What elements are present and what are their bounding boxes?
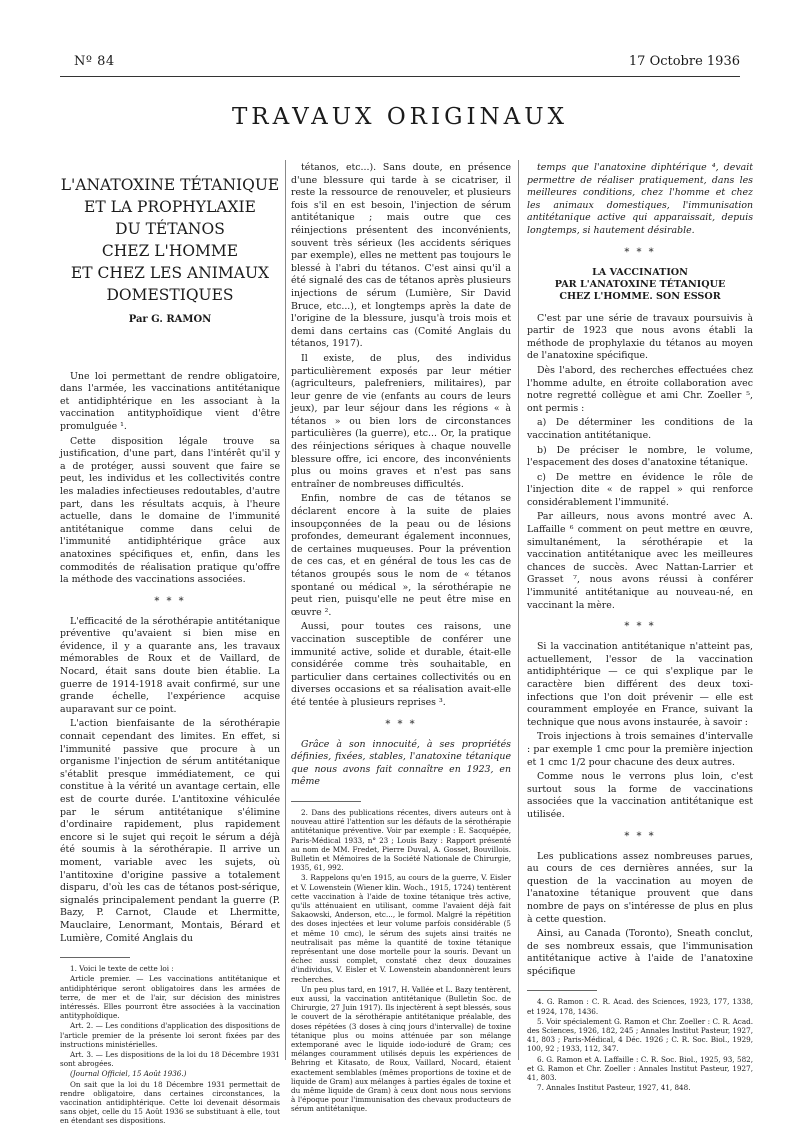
subheading-line: CHEZ L'HOMME. SON ESSOR xyxy=(559,290,721,302)
byline: Par G. RAMON xyxy=(128,314,212,325)
paragraph: Par ailleurs, nous avons montré avec A. Laffaille ⁶ comment on peut mettre en œuvre, simultanément, la sérothérapie et la vaccination antitétanique avec les meilleures chances de succès. Avec Nattan-Larrier et Grasset ⁷, nous avons réussi à conférer l'immunité antitétanique au nouveau-né, en vaccinant la mère. xyxy=(527,511,753,611)
footnote: 3. Rappelons qu'en 1915, au cours de la guerre, V. Eisler et V. Lowenstein (Wiener klin. Woch., 1915, 1724) tentèrent cette vaccination à l'aide de toxine tétanique très active, qu'ils atténuaient en utilisant, comme l'avaient déjà fait Sakaowski, Anderson, etc..., le formol. Malgré la répétition des doses injectées et leur volume parfois considérable (5 et même 10 cmc), le sérum des sujets ainsi traités ne neutralisait pas même la quantité de toxine tétanique représentant une dose mortelle pour la souris. Devant un échec aussi complet, constaté chez deux douzaines d'individus, V. Eisler et V. Lowenstein abandonnèrent leurs recherches. xyxy=(291,873,511,984)
footnote: On sait que la loi du 18 Décembre 1931 permettait de rendre obligatoire, dans certaines circonstances, la vaccination antidiphtérique. Cette loi devenait désormais sans objet, celle du 15 Août 1936 se substituant à elle, tout en étendant ses dispositions. xyxy=(60,1079,280,1126)
paragraph: C'est par une série de travaux poursuivis à partir de 1923 que nous avons établi la méthode de prophylaxie du tétanos au moyen de l'anatoxine spécifique. xyxy=(527,312,753,362)
paragraph: L'efficacité de la sérothérapie antitétanique préventive qu'avaient si bien mise en évidence, il y a quarante ans, les travaux mémorables de Roux et de Vaillard, de Nocard, était sans doute bien établie. La guerre de 1914-1918 avait confirmé, sur une grande échelle, l'expérience acquise auparavant sur ce point. xyxy=(60,615,280,715)
title-line: ET CHEZ LES ANIMAUX xyxy=(70,264,270,282)
footnote-rule xyxy=(527,990,597,991)
footnotes xyxy=(527,997,753,1092)
footnote: Art. 3. — Les dispositions de la loi du 18 Décembre 1931 sont abrogées. xyxy=(60,1049,280,1069)
footnote: 7. Annales Institut Pasteur, 1927, 41, 848. xyxy=(537,1083,691,1093)
paragraph: temps que l'anatoxine diphtérique ⁴, devait permettre de réaliser pratiquement, dans les meilleures conditions, chez l'homme et chez les animaux domestiques, l'immunisation antitétanique active qui apparaissait, depuis longtemps, si hautement désirable. xyxy=(527,162,753,236)
column-3 xyxy=(527,162,753,1094)
section-stars: * * * xyxy=(624,830,656,842)
footnotes xyxy=(60,964,280,1125)
footnote: Un peu plus tard, en 1917, H. Vallée et L. Bazy tentèrent, eux aussi, la vaccination antitétanique (Bulletin Soc. de Chirurgie, 27 Juin 1917). Ils injectèrent à sept blessés, sous le couvert de la sérothérapie antitétanique préalable, des doses répétées (3 doses à cinq jours d'intervalle) de toxine tétanique plus ou moins atténuée par son mélange extemporané avec le liquide iodo-ioduré de Gram; ces mélanges couramment utilisés depuis les expériences de Behring et Kitasato, de Roux, Vaillard, Nocard, étaient exactement semblables (mêmes proportions de toxine et de liquide de Gram) aux mélanges à parties égales de toxine et du même liquide de Gram) à ceux dont nous nous servions à l'époque pour l'immunisation des chevaux producteurs de sérum antitétanique. xyxy=(291,984,511,1114)
subheading-line: LA VACCINATION xyxy=(592,266,688,278)
paragraph: Dès l'abord, des recherches effectuées chez l'homme adulte, en étroite collaboration avec notre regretté collègue et ami Chr. Zoeller ⁵, ont permis : xyxy=(527,364,753,414)
footnote: Art. 2. — Les conditions d'application des dispositions de l'article premier de la présente loi seront fixées par des instructions ministérielles. xyxy=(60,1021,280,1049)
paragraph: Aussi, pour toutes ces raisons, une vaccination susceptible de conférer une immunité active, solide et durable, était-elle considérée comme très souhaitable, en particulier dans certaines collectivités ou en diverses occasions et sa réalisation avait-elle été tentée à plusieurs reprises ³. xyxy=(291,621,511,708)
paragraph: Trois injections à trois semaines d'intervalle : par exemple 1 cmc pour la première injection et 1 cmc 1/2 pour chacune des deux autres. xyxy=(527,731,753,768)
section-stars: * * * xyxy=(385,718,417,730)
subheading xyxy=(527,267,753,303)
column-2 xyxy=(291,162,511,1115)
paragraph: Grâce à son innocuité, à ses propriétés définies, fixées, stables, l'anatoxine tétanique que nous avons fait connaître en 1923, en même xyxy=(291,738,511,788)
column-divider xyxy=(285,160,286,1060)
footnotes xyxy=(291,808,511,1114)
footnote-rule xyxy=(291,801,361,802)
title-line: DU TÉTANOS xyxy=(115,220,225,238)
footnote-rule xyxy=(60,957,130,958)
header-rule xyxy=(60,76,740,77)
title-line: CHEZ L'HOMME xyxy=(101,242,239,260)
paragraph: Comme nous le verrons plus loin, c'est surtout sous la forme de vaccinations associées que la vaccination antitétanique est utilisée. xyxy=(527,771,753,820)
section-stars: * * * xyxy=(624,246,656,258)
paragraph: tétanos, etc...). Sans doute, en présence d'une blessure qui tarde à se cicatriser, il reste la ressource de renouveler, et plusieurs fois s'il en est besoin, l'injection de sérum antitétanique ; mais outre que ces réinjections présentent des inconvénients, souvent très sérieux (les accidents sériques par exemple), elles ne mettent pas toujours le blessé à l'abri du tétanos. C'est ainsi qu'il a été signalé des cas de tétanos après plusieurs injections de sérum (Lumière, Sir David Bruce, etc...), et longtemps après la date de l'origine de la blessure, jusqu'à trois mois et demi dans certains cas (Comité Anglais du tétanos, 1917). xyxy=(291,162,511,350)
title-line: DOMESTIQUES xyxy=(106,286,234,304)
footnote: Article premier. — Les vaccinations antitétanique et antidiphtérique seront obligatoires dans les armées de terre, de mer et de l'air, sur décision des ministres intéressés. Elles pourront être associées à la vaccination antityphoïdique. xyxy=(60,974,280,1021)
paragraph: Si la vaccination antitétanique n'atteint pas, actuellement, l'essor de la vaccination antidiphtérique — ce qui s'explique par le caractère bien différent des deux toxi-infections que l'on doit prévenir — elle est couramment employée en France, suivant la technique que nous avons instaurée, à savoir : xyxy=(527,641,753,728)
section-stars: * * * xyxy=(154,595,186,607)
subheading-line: PAR L'ANATOXINE TÉTANIQUE xyxy=(554,278,726,290)
paragraph: c) De mettre en évidence le rôle de l'injection dite « de rappel » qui renforce considérablement l'immunité. xyxy=(527,471,753,508)
section-title: TRAVAUX ORIGINAUX xyxy=(231,104,569,130)
footnote: 2. Dans des publications récentes, divers auteurs ont à nouveau attiré l'attention sur les défauts de la sérothérapie antitétanique préventive. Voir par exemple : E. Sacquépée, Paris-Médical 1933, n° 23 ; Louis Bazy : Rapport présenté au nom de MM. Fredet, Pierre Duval, A. Gosset, Bouvillois. Bulletin et Mémoires de la Société Nationale de Chirurgie, 1935, 61, 992. xyxy=(291,807,511,873)
paragraph: b) De préciser le nombre, le volume, l'espacement des doses d'anatoxine tétanique. xyxy=(527,444,753,469)
footnote: 5. Voir spécialement G. Ramon et Chr. Zoeller : C. R. Acad. des Sciences, 1926, 182, 245 ; Annales Institut Pasteur, 1927, 41, 803 ; Paris-Médical, 4 Déc. 1926 ; C. R. Soc. Biol., 1929, 100, 92 ; 1933, 112, 347. xyxy=(527,1016,753,1054)
title-line: L'ANATOXINE TÉTANIQUE xyxy=(60,176,280,194)
issue-number: Nº 84 xyxy=(74,54,115,69)
paragraph: L'action bienfaisante de la sérothérapie connait cependant des limites. En effet, si l'immunité passive que procure à un organisme l'injection de sérum antitétanique s'établit presque immédiatement, ce qui constitue à la vérité un avantage certain, elle est de courte durée. L'antitoxine véhiculée par le sérum antitétanique s'élimine d'ordinaire rapidement, plus rapidement encore si le sujet qui reçoit le sérum a déjà été soumis à la sérothérapie. Il arrive un moment, variable avec les sujets, où l'antitoxine d'origine passive a totalement disparu, d'où les cas de tétanos post-sérique, signalés principalement pendant la guerre (P. Bazy, P. Carnot, Claude et Lhermitte, Mauclaire, Lenormant, Montais, Bérard et Lumière, Comité Anglais du xyxy=(60,718,280,944)
issue-date: 17 Octobre 1936 xyxy=(628,54,740,69)
paragraph: Ainsi, au Canada (Toronto), Sneath conclut, de ses nombreux essais, que l'immunisation antitétanique active à l'aide de l'anatoxine spécifique xyxy=(527,928,753,977)
title-line: ET LA PROPHYLAXIE xyxy=(84,198,256,216)
paragraph: Les publications assez nombreuses parues, au cours de ces dernières années, sur la question de la vaccination au moyen de l'anatoxine tétanique prouvent que dans nombre de pays on s'intéresse de plus en plus à cette question. xyxy=(527,850,753,925)
paragraph: Une loi permettant de rendre obligatoire, dans l'armée, les vaccinations antitétanique et antidiphtérique en les associant à la vaccination antityphoïdique vient d'être promulguée ¹. xyxy=(60,370,280,432)
paragraph: Enfin, nombre de cas de tétanos se déclarent encore à la suite de plaies insoupçonnées de la peau ou de lésions profondes, demeurant également inconnues, de certaines muqueuses. Pour la prévention de ces cas, et en général de tous les cas de tétanos groupés sous le nom de « tétanos spontané ou médical », la sérothérapie ne peut rien, puisqu'elle ne peut être mise en œuvre ². xyxy=(291,493,511,618)
article-title xyxy=(60,174,280,306)
footnote: (Journal Officiel, 15 Août 1936.) xyxy=(70,1069,187,1079)
column-1 xyxy=(60,162,280,1127)
footnote: 1. Voici le texte de cette loi : xyxy=(70,964,174,974)
footnote: 6. G. Ramon et A. Laffaille : C. R. Soc. Biol., 1925, 93, 582, et G. Ramon et Chr. Zoeller : Annales Institut Pasteur, 1927, 41, 803. xyxy=(527,1054,753,1083)
paragraph: Cette disposition légale trouve sa justification, d'une part, dans l'intérêt qu'il y a de protéger, aussi souvent que faire se peut, les individus et les collectivités contre les maladies infectieuses redoutables, d'autre part, dans les résultats acquis, à l'heure actuelle, dans le domaine de l'immunité antitétanique comme dans celui de l'immunité antidiphtérique grâce aux anatoxines spécifiques et, enfin, dans les commodités de réalisation pratique qu'offre la méthode des vaccinations associées. xyxy=(60,435,280,586)
paragraph: a) De déterminer les conditions de la vaccination antitétanique. xyxy=(527,417,753,441)
paragraph: Il existe, de plus, des individus particulièrement exposés par leur métier (agriculteurs, palefreniers, militaires), par leur genre de vie (enfants au cours de leurs jeux), par leur séjour dans les régions « à tétanos » ou bien lors de circonstances particulières (la guerre), etc... Or, la pratique des réinjections sériques à chaque nouvelle blessure offre, ici encore, des inconvénients plus ou moins graves et n'est pas sans entraîner de nombreuses difficultés. xyxy=(291,352,511,490)
footnote: 4. G. Ramon : C. R. Acad. des Sciences, 1923, 177, 1338, et 1924, 178, 1436. xyxy=(527,997,753,1016)
section-stars: * * * xyxy=(624,621,656,633)
column-divider xyxy=(518,160,519,1060)
